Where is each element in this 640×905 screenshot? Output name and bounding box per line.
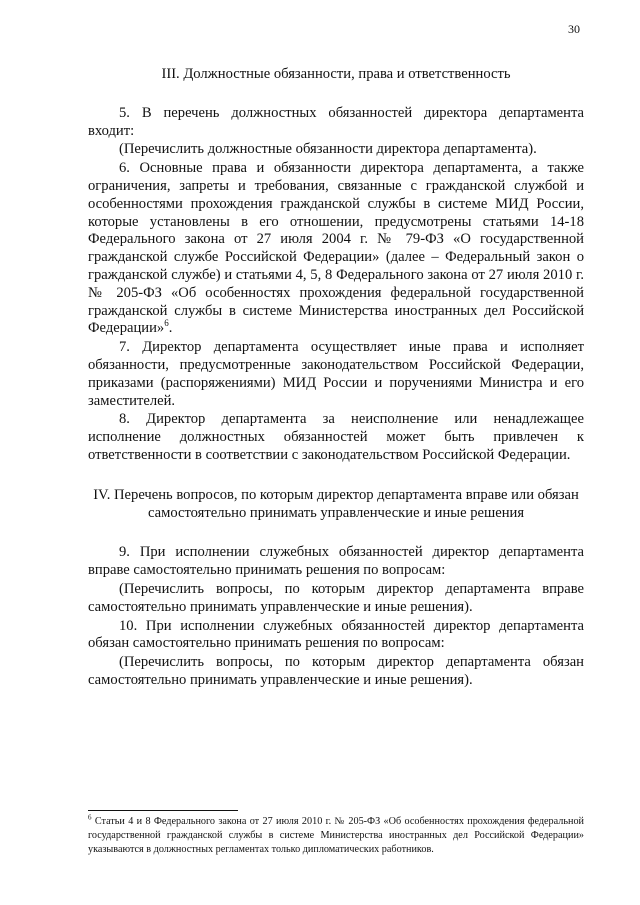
footnote-text: Статьи 4 и 8 Федерального закона от 27 июля 2010 г. № 205-ФЗ «Об особенностях прохождения федеральной государственной гражданской службы в системе Министерства иностранных дел Российской Федерации» указываются в должностных регламентах только дипломатических работников. bbox=[88, 816, 584, 855]
paragraph-9: 9. При исполнении служебных обязанностей директор департамента вправе самостоятельно принимать решения по вопросам: bbox=[88, 544, 584, 579]
paragraph-6-text: 6. Основные права и обязанности директора департамента, а также ограничения, запреты и требования, связанные с гражданской службой и особенностями прохождения гражданской службы в системе МИД России, которые установлены в его отношении, предусмотрены статьями 14-18 Федерального закона от 27 июля 2004 г. № 79-ФЗ «О государственной гражданской службе Российской Федерации» (далее – Федеральный закон о гражданской службе) и статьями 4, 5, 8 Федерального закона от 27 июля 2010 г. № 205-ФЗ «Об особенностях прохождения федеральной государственной гражданской службы в системе Министерства иностранных дел Российской Федерации» bbox=[88, 160, 584, 337]
page-number: 30 bbox=[568, 22, 580, 36]
footnote-ref-6: 6 bbox=[164, 318, 169, 329]
paragraph-8: 8. Директор департамента за неисполнение или ненадлежащее исполнение должностных обязанностей может быть привлечен к ответственности в соответствии с законодательством Российской Федерации. bbox=[88, 411, 584, 463]
document-body bbox=[88, 66, 584, 691]
paragraph-10: 10. При исполнении служебных обязанностей директор департамента обязан самостоятельно принимать решения по вопросам: bbox=[88, 617, 584, 652]
paragraph-9-note: (Перечислить вопросы, по которым директор департамента вправе самостоятельно принимать управленческие и иные решения). bbox=[88, 580, 584, 615]
paragraph-7: 7. Директор департамента осуществляет иные права и исполняет обязанности, предусмотренные законодательством Российской Федерации, приказами (распоряжениями) МИД России и поручениями Министра и его заместителей. bbox=[88, 339, 584, 409]
paragraph-10-note: (Перечислить вопросы, по которым директор департамента обязан самостоятельно принимать управленческие и иные решения). bbox=[88, 654, 584, 688]
section-3-heading: III. Должностные обязанности, права и ответственность bbox=[161, 66, 511, 82]
paragraph-5: 5. В перечень должностных обязанностей директора департамента входит: bbox=[88, 104, 584, 139]
footnote-marker: 6 bbox=[88, 813, 92, 822]
paragraph-6-end: . bbox=[168, 320, 173, 337]
paragraph-6 bbox=[88, 160, 584, 338]
section-4-heading-line-1: IV. Перечень вопросов, по которым директор департамента вправе или обязан bbox=[93, 486, 579, 503]
paragraph-5-note: (Перечислить должностные обязанности директора департамента). bbox=[119, 141, 537, 158]
section-4-heading bbox=[88, 487, 584, 523]
footnote bbox=[88, 815, 584, 857]
section-4-heading-line-2: самостоятельно принимать управленческие и иные решения bbox=[147, 504, 525, 521]
footnote-divider bbox=[88, 810, 238, 811]
